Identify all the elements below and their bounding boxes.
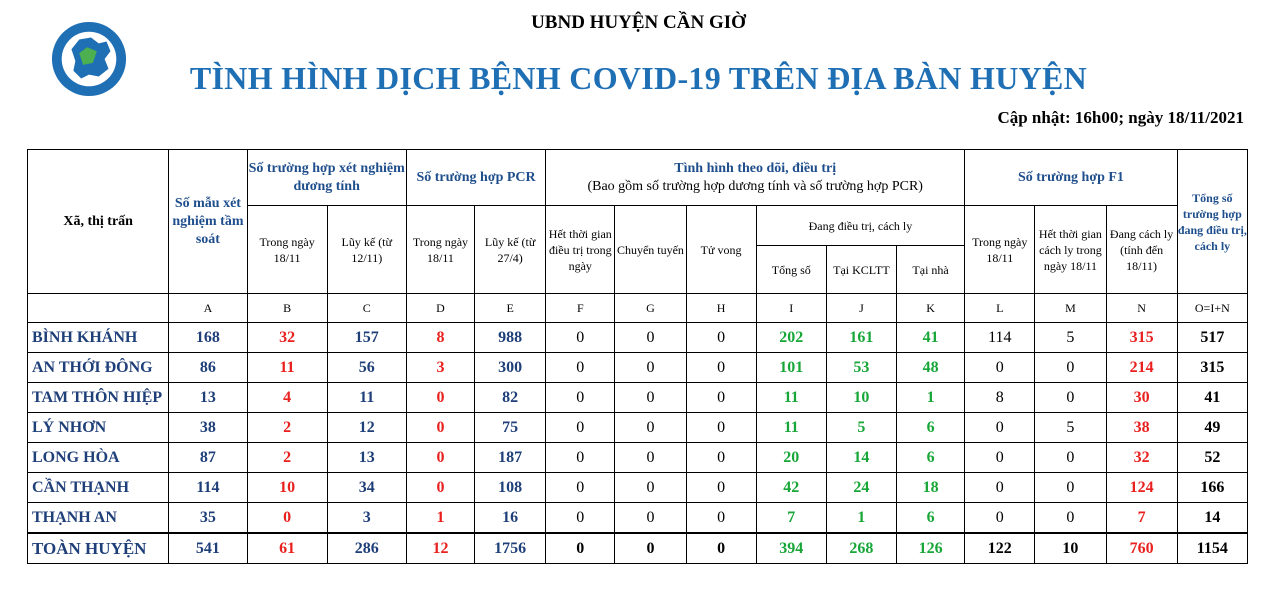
cell-k: 18 [896, 473, 964, 503]
cell-a: 35 [169, 503, 247, 534]
cell-a: 38 [169, 413, 247, 443]
cell-o: 517 [1177, 323, 1247, 353]
cell-i: 202 [756, 323, 826, 353]
cell-o: 49 [1177, 413, 1247, 443]
cell-n: 32 [1106, 443, 1177, 473]
cell-o: 315 [1177, 353, 1247, 383]
header-k: Tại nhà [896, 246, 964, 294]
cell-g: 0 [615, 383, 686, 413]
covid-status-table [27, 149, 1248, 564]
cell-h: 0 [686, 413, 756, 443]
cell-m: 10 [1035, 533, 1106, 564]
cell-i: 20 [756, 443, 826, 473]
cell-h: 0 [686, 473, 756, 503]
cell-e: 300 [475, 353, 546, 383]
header-monitoring-note: (Bao gồm số trường hợp dương tính và số trường hợp PCR) [587, 178, 923, 194]
header-d: Trong ngày 18/11 [406, 206, 474, 294]
cell-c: 56 [327, 353, 406, 383]
cell-b: 0 [247, 503, 327, 534]
cell-m: 5 [1035, 323, 1106, 353]
cell-o: 1154 [1177, 533, 1247, 564]
header-m: Hết thời gian cách ly trong ngày 18/11 [1035, 206, 1106, 294]
cell-f: 0 [546, 443, 615, 473]
header-b: Trong ngày 18/11 [247, 206, 327, 294]
cell-d: 1 [406, 503, 474, 534]
header-treating: Đang điều trị, cách ly [756, 206, 965, 246]
cell-a: 87 [169, 443, 247, 473]
cell-d: 0 [406, 443, 474, 473]
header-total-treating: Tổng số trường hợp đang điều trị, cách ly [1177, 150, 1247, 294]
header-g: Chuyển tuyến [615, 206, 686, 294]
cell-d: 3 [406, 353, 474, 383]
cell-m: 5 [1035, 413, 1106, 443]
table-body [28, 323, 1248, 564]
letter-k: K [896, 294, 964, 323]
cell-h: 0 [686, 503, 756, 534]
table-row [28, 503, 1248, 534]
cell-m: 0 [1035, 473, 1106, 503]
cell-l: 114 [965, 323, 1035, 353]
cell-m: 0 [1035, 503, 1106, 534]
cell-f: 0 [546, 533, 615, 564]
header-pcr: Số trường hợp PCR [406, 150, 545, 206]
header-l: Trong ngày 18/11 [965, 206, 1035, 294]
header-f1: Số trường hợp F1 [965, 150, 1177, 206]
cell-j: 5 [826, 413, 896, 443]
cell-o: 52 [1177, 443, 1247, 473]
table-row [28, 443, 1248, 473]
cell-l: 122 [965, 533, 1035, 564]
cell-d: 0 [406, 383, 474, 413]
commune-name: THẠNH AN [28, 503, 169, 534]
cell-m: 0 [1035, 383, 1106, 413]
cell-a: 13 [169, 383, 247, 413]
cell-b: 11 [247, 353, 327, 383]
cell-l: 0 [965, 503, 1035, 534]
header-samples: Số mẫu xét nghiệm tầm soát [169, 150, 247, 294]
cell-d: 0 [406, 413, 474, 443]
letter-f: F [546, 294, 615, 323]
cell-n: 760 [1106, 533, 1177, 564]
cell-l: 8 [965, 383, 1035, 413]
cell-k: 41 [896, 323, 964, 353]
cell-a: 541 [169, 533, 247, 564]
letter-g: G [615, 294, 686, 323]
cell-l: 0 [965, 443, 1035, 473]
letter-c: C [327, 294, 406, 323]
cell-e: 988 [475, 323, 546, 353]
header-h: Tử vong [686, 206, 756, 294]
cell-e: 1756 [475, 533, 546, 564]
header-c: Lũy kế (từ 12/11) [327, 206, 406, 294]
cell-k: 1 [896, 383, 964, 413]
cell-m: 0 [1035, 443, 1106, 473]
cell-k: 6 [896, 503, 964, 534]
cell-b: 10 [247, 473, 327, 503]
cell-l: 0 [965, 413, 1035, 443]
cell-j: 53 [826, 353, 896, 383]
cell-g: 0 [615, 443, 686, 473]
commune-name: TAM THÔN HIỆP [28, 383, 169, 413]
header-j: Tại KCLTT [826, 246, 896, 294]
cell-n: 315 [1106, 323, 1177, 353]
cell-f: 0 [546, 383, 615, 413]
table-row [28, 353, 1248, 383]
cell-h: 0 [686, 383, 756, 413]
letter-b: B [247, 294, 327, 323]
cell-c: 12 [327, 413, 406, 443]
cell-f: 0 [546, 353, 615, 383]
header-f: Hết thời gian điều trị trong ngày [546, 206, 615, 294]
cell-h: 0 [686, 533, 756, 564]
cell-g: 0 [615, 413, 686, 443]
cell-b: 61 [247, 533, 327, 564]
cell-j: 161 [826, 323, 896, 353]
cell-a: 168 [169, 323, 247, 353]
cell-c: 286 [327, 533, 406, 564]
cell-j: 24 [826, 473, 896, 503]
cell-c: 34 [327, 473, 406, 503]
cell-b: 2 [247, 413, 327, 443]
cell-n: 124 [1106, 473, 1177, 503]
cell-k: 6 [896, 413, 964, 443]
letter-j: J [826, 294, 896, 323]
letter-e: E [475, 294, 546, 323]
letter-i: I [756, 294, 826, 323]
letter-n: N [1106, 294, 1177, 323]
commune-name: CẦN THẠNH [28, 473, 169, 503]
header-monitoring-title: Tình hình theo dõi, điều trị [674, 160, 837, 176]
cell-b: 32 [247, 323, 327, 353]
cell-n: 38 [1106, 413, 1177, 443]
letter-d: D [406, 294, 474, 323]
cell-a: 86 [169, 353, 247, 383]
commune-name: AN THỚI ĐÔNG [28, 353, 169, 383]
cell-f: 0 [546, 413, 615, 443]
page-title: TÌNH HÌNH DỊCH BỆNH COVID-19 TRÊN ĐỊA BÀN HUYỆN [189, 60, 1088, 96]
cell-j: 1 [826, 503, 896, 534]
cell-k: 48 [896, 353, 964, 383]
table-row-total [28, 533, 1248, 564]
letter-h: H [686, 294, 756, 323]
cell-g: 0 [615, 473, 686, 503]
commune-name: BÌNH KHÁNH [28, 323, 169, 353]
letter-o: O=I+N [1177, 294, 1247, 323]
cell-g: 0 [615, 533, 686, 564]
header-positive: Số trường hợp xét nghiệm dương tính [247, 150, 406, 206]
commune-name: TOÀN HUYỆN [28, 533, 169, 564]
cell-l: 0 [965, 353, 1035, 383]
cell-g: 0 [615, 353, 686, 383]
cell-e: 187 [475, 443, 546, 473]
cell-e: 16 [475, 503, 546, 534]
cell-h: 0 [686, 353, 756, 383]
cell-a: 114 [169, 473, 247, 503]
cell-n: 30 [1106, 383, 1177, 413]
table-row [28, 473, 1248, 503]
cell-e: 75 [475, 413, 546, 443]
cell-m: 0 [1035, 353, 1106, 383]
cell-i: 11 [756, 413, 826, 443]
header-commune: Xã, thị trấn [28, 150, 169, 294]
cell-h: 0 [686, 323, 756, 353]
header-e: Lũy kế (từ 27/4) [475, 206, 546, 294]
letter-a: A [169, 294, 247, 323]
cell-n: 7 [1106, 503, 1177, 534]
letter-m: M [1035, 294, 1106, 323]
cell-c: 11 [327, 383, 406, 413]
letter-l: L [965, 294, 1035, 323]
table-row [28, 413, 1248, 443]
cell-c: 3 [327, 503, 406, 534]
cell-k: 6 [896, 443, 964, 473]
table-row [28, 383, 1248, 413]
cell-o: 166 [1177, 473, 1247, 503]
header-n: Đang cách ly (tính đến 18/11) [1106, 206, 1177, 294]
cell-j: 10 [826, 383, 896, 413]
cell-b: 4 [247, 383, 327, 413]
cell-e: 82 [475, 383, 546, 413]
cell-f: 0 [546, 503, 615, 534]
cell-l: 0 [965, 473, 1035, 503]
commune-name: LONG HÒA [28, 443, 169, 473]
cell-i: 394 [756, 533, 826, 564]
cell-c: 157 [327, 323, 406, 353]
cell-d: 0 [406, 473, 474, 503]
organization-name: UBND HUYỆN CẦN GIỜ [531, 12, 746, 33]
cell-f: 0 [546, 473, 615, 503]
cell-f: 0 [546, 323, 615, 353]
cell-j: 268 [826, 533, 896, 564]
cell-h: 0 [686, 443, 756, 473]
update-timestamp: Cập nhật: 16h00; ngày 18/11/2021 [997, 108, 1244, 127]
cell-o: 41 [1177, 383, 1247, 413]
cell-d: 12 [406, 533, 474, 564]
cell-g: 0 [615, 503, 686, 534]
cell-c: 13 [327, 443, 406, 473]
cell-e: 108 [475, 473, 546, 503]
cell-d: 8 [406, 323, 474, 353]
cell-o: 14 [1177, 503, 1247, 534]
cell-j: 14 [826, 443, 896, 473]
cell-i: 7 [756, 503, 826, 534]
table-row [28, 323, 1248, 353]
cell-i: 101 [756, 353, 826, 383]
header-monitoring [546, 150, 965, 206]
cell-i: 11 [756, 383, 826, 413]
letter-blank [28, 294, 169, 323]
cell-i: 42 [756, 473, 826, 503]
header-i: Tổng số [756, 246, 826, 294]
cell-n: 214 [1106, 353, 1177, 383]
commune-name: LÝ NHƠN [28, 413, 169, 443]
cell-b: 2 [247, 443, 327, 473]
cell-g: 0 [615, 323, 686, 353]
cell-k: 126 [896, 533, 964, 564]
